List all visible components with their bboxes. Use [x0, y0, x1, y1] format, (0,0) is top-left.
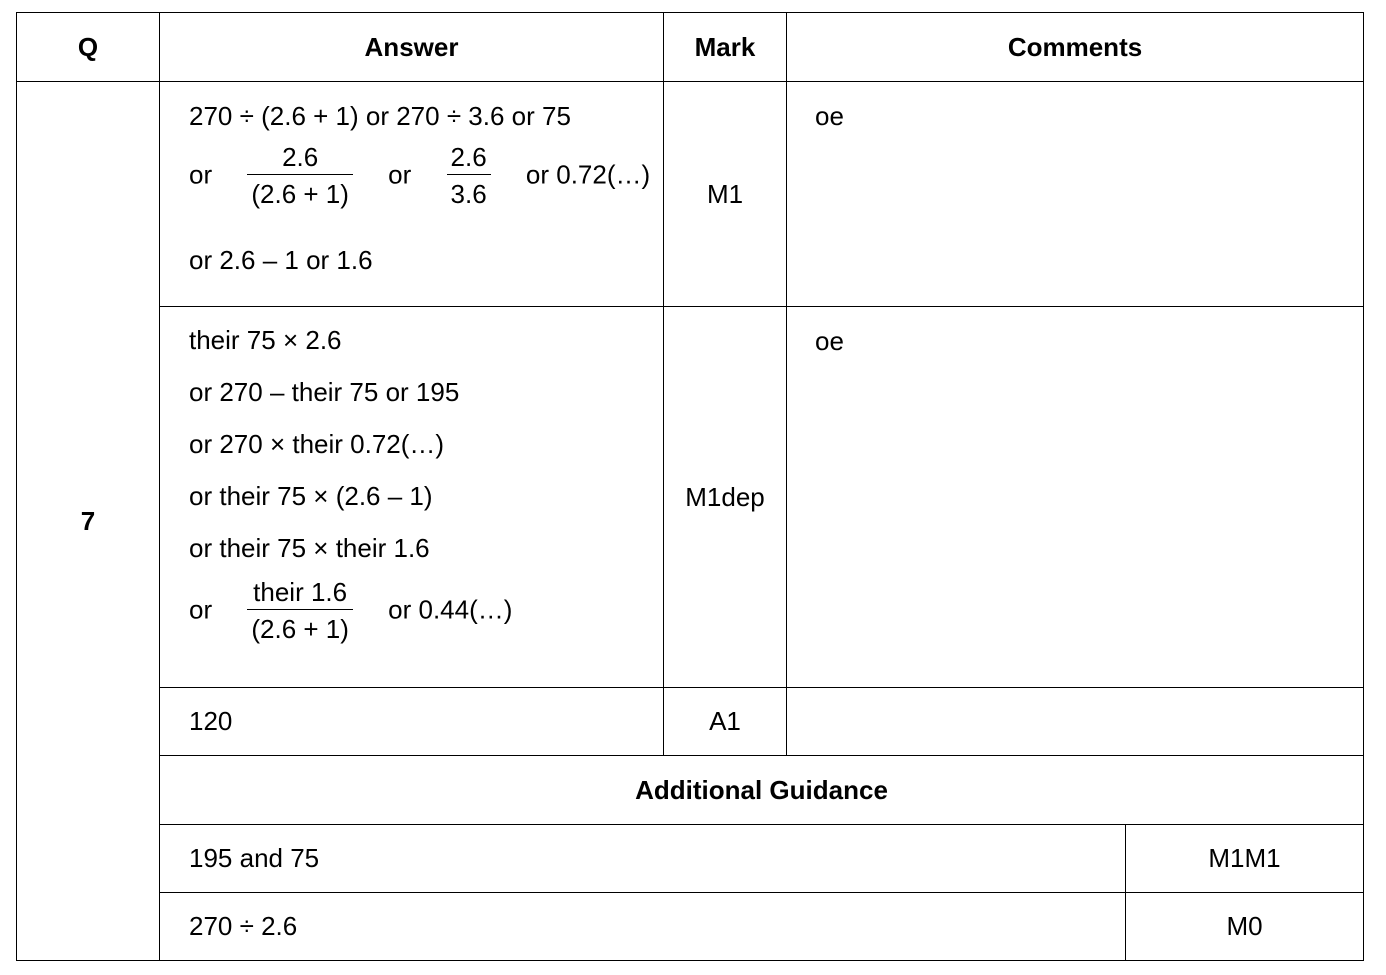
comment-text: oe — [815, 326, 844, 356]
guidance-mark: M1M1 — [1126, 825, 1364, 893]
or-text: or — [189, 159, 213, 190]
fraction-numerator: their 1.6 — [247, 577, 353, 610]
guidance-row — [17, 825, 1364, 893]
comment-cell — [787, 307, 1364, 688]
fraction-numerator: 2.6 — [247, 142, 353, 175]
comment-text: oe — [815, 101, 844, 131]
answer-line: 270 ÷ (2.6 + 1) or 270 ÷ 3.6 or 75 — [189, 101, 571, 131]
mark-cell: M1dep — [664, 307, 787, 688]
fraction-tail-text: or 0.44(…) — [388, 594, 513, 625]
fraction — [447, 142, 491, 211]
answer-line: or their 75 × (2.6 – 1) — [189, 481, 433, 511]
fraction-tail-text: or 0.72(…) — [525, 159, 651, 190]
fraction — [247, 577, 353, 646]
or-text: or — [189, 594, 213, 625]
answer-row-m1dep — [17, 307, 1364, 688]
or-text: or — [388, 159, 412, 190]
guidance-header-row — [17, 756, 1364, 825]
comment-cell — [787, 82, 1364, 307]
answer-fraction-line — [189, 577, 663, 667]
guidance-text: 195 and 75 — [160, 825, 1126, 893]
header-row — [17, 13, 1364, 82]
guidance-text: 270 ÷ 2.6 — [160, 893, 1126, 961]
header-q: Q — [17, 13, 160, 82]
answer-line: or 270 – their 75 or 195 — [189, 377, 460, 407]
header-answer: Answer — [160, 13, 664, 82]
guidance-row — [17, 893, 1364, 961]
answer-line: or 2.6 – 1 or 1.6 — [189, 245, 373, 275]
mark-scheme-table — [16, 12, 1364, 961]
fraction-denominator: 3.6 — [450, 179, 487, 209]
answer-fraction-line — [189, 142, 663, 238]
header-mark: Mark — [664, 13, 787, 82]
answer-row-a1 — [17, 688, 1364, 756]
answer-cell-m1 — [160, 82, 664, 307]
answer-line: their 75 × 2.6 — [189, 325, 342, 355]
guidance-mark: M0 — [1126, 893, 1364, 961]
header-comments: Comments — [787, 13, 1364, 82]
mark-cell: A1 — [664, 688, 787, 756]
fraction-denominator: (2.6 + 1) — [251, 614, 349, 644]
mark-cell: M1 — [664, 82, 787, 307]
guidance-title: Additional Guidance — [160, 756, 1364, 825]
answer-cell-m1dep — [160, 307, 664, 688]
question-number: 7 — [17, 82, 160, 961]
comment-cell — [787, 688, 1364, 756]
fraction — [247, 142, 353, 211]
answer-line: or 270 × their 0.72(…) — [189, 429, 445, 459]
answer-cell-a1: 120 — [160, 688, 664, 756]
answer-row-m1 — [17, 82, 1364, 307]
fraction-numerator: 2.6 — [447, 142, 491, 175]
answer-line: or their 75 × their 1.6 — [189, 533, 430, 563]
fraction-denominator: (2.6 + 1) — [251, 179, 349, 209]
